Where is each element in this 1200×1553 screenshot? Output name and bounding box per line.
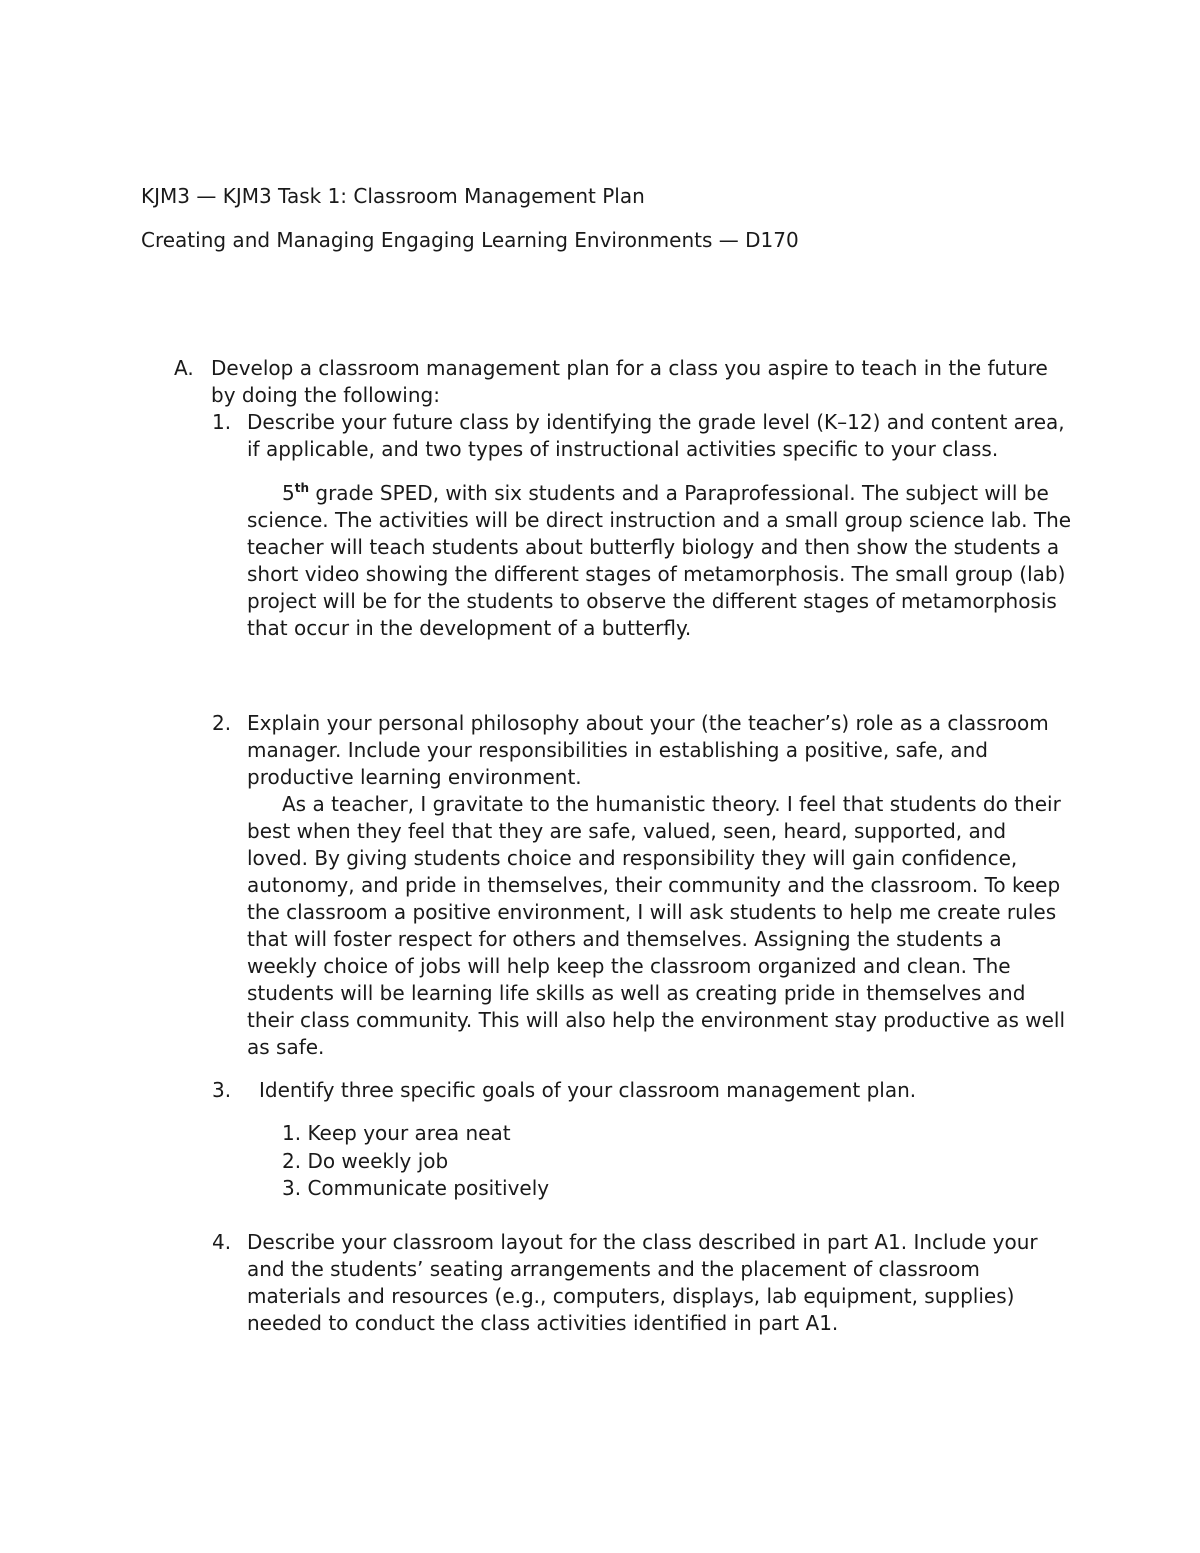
section-a-text: Develop a classroom management plan for a class you aspire to teach in the future by doing the following:: [211, 356, 1048, 407]
question-2-prompt: Explain your personal philosophy about your (the teacher’s) role as a classroom manager. Include your responsibilities in establishing a positive, safe, and productive learning environment.: [247, 711, 1049, 789]
section-a: [174, 355, 1074, 409]
question-3: [212, 1077, 1072, 1104]
question-2-number: 2.: [212, 711, 232, 735]
course-name: Creating and Managing Engaging Learning Environments — D170: [141, 228, 799, 252]
answer-1-text: grade SPED, with six students and a Paraprofessional. The subject will be science. The activities will be direct instruction and a small group science lab. The teacher will teach students about butterfly biology and then show the students a short video showing the different stages of metamorphosis. The small group (lab) project will be for the students to observe the different stages of metamorphosis that occur in the development of a butterfly.: [247, 481, 1072, 640]
course-task-title: KJM3 — KJM3 Task 1: Classroom Management Plan: [141, 184, 645, 208]
question-1-prompt: Describe your future class by identifying the grade level (K–12) and content area, if applicable, and two types of instructional activities specific to your class.: [247, 410, 1065, 461]
question-1: [212, 409, 1072, 642]
question-4-number: 4.: [212, 1230, 232, 1254]
question-3-number: 3.: [212, 1078, 232, 1102]
question-4: [212, 1229, 1072, 1337]
section-a-marker: A.: [174, 356, 194, 380]
answer-1-superscript: th: [294, 481, 310, 495]
question-2: [212, 710, 1072, 1061]
list-item: 3. Communicate positively: [282, 1176, 550, 1200]
answer-2: As a teacher, I gravitate to the humanistic theory. I feel that students do their best when they feel that they are safe, valued, seen, heard, supported, and loved. By giving students choice and responsibility they will gain confidence, autonomy, and pride in themselves, their community and the classroom. To keep the classroom a positive environment, I will ask students to help me create rules that will foster respect for others and themselves. Assigning the students a weekly choice of jobs will help keep the classroom organized and clean. The students will be learning life skills as well as creating pride in themselves and their class community. This will also help the environment stay productive as well as safe.: [247, 792, 1066, 1059]
question-1-number: 1.: [212, 410, 232, 434]
question-3-prompt: Identify three specific goals of your classroom management plan.: [259, 1078, 917, 1102]
goals-list: [282, 1120, 549, 1203]
list-item: 2. Do weekly job: [282, 1148, 449, 1173]
question-4-prompt: Describe your classroom layout for the class described in part A1. Include your and the students’ seating arrangements and the placement of classroom materials and resources (e.g., computers, displays, lab equipment, supplies) needed to conduct the class activities identified in part A1.: [247, 1230, 1038, 1335]
answer-1-grade: 5: [282, 481, 295, 505]
answer-1: [247, 480, 1072, 642]
list-item: 1. Keep your area neat: [282, 1121, 511, 1145]
